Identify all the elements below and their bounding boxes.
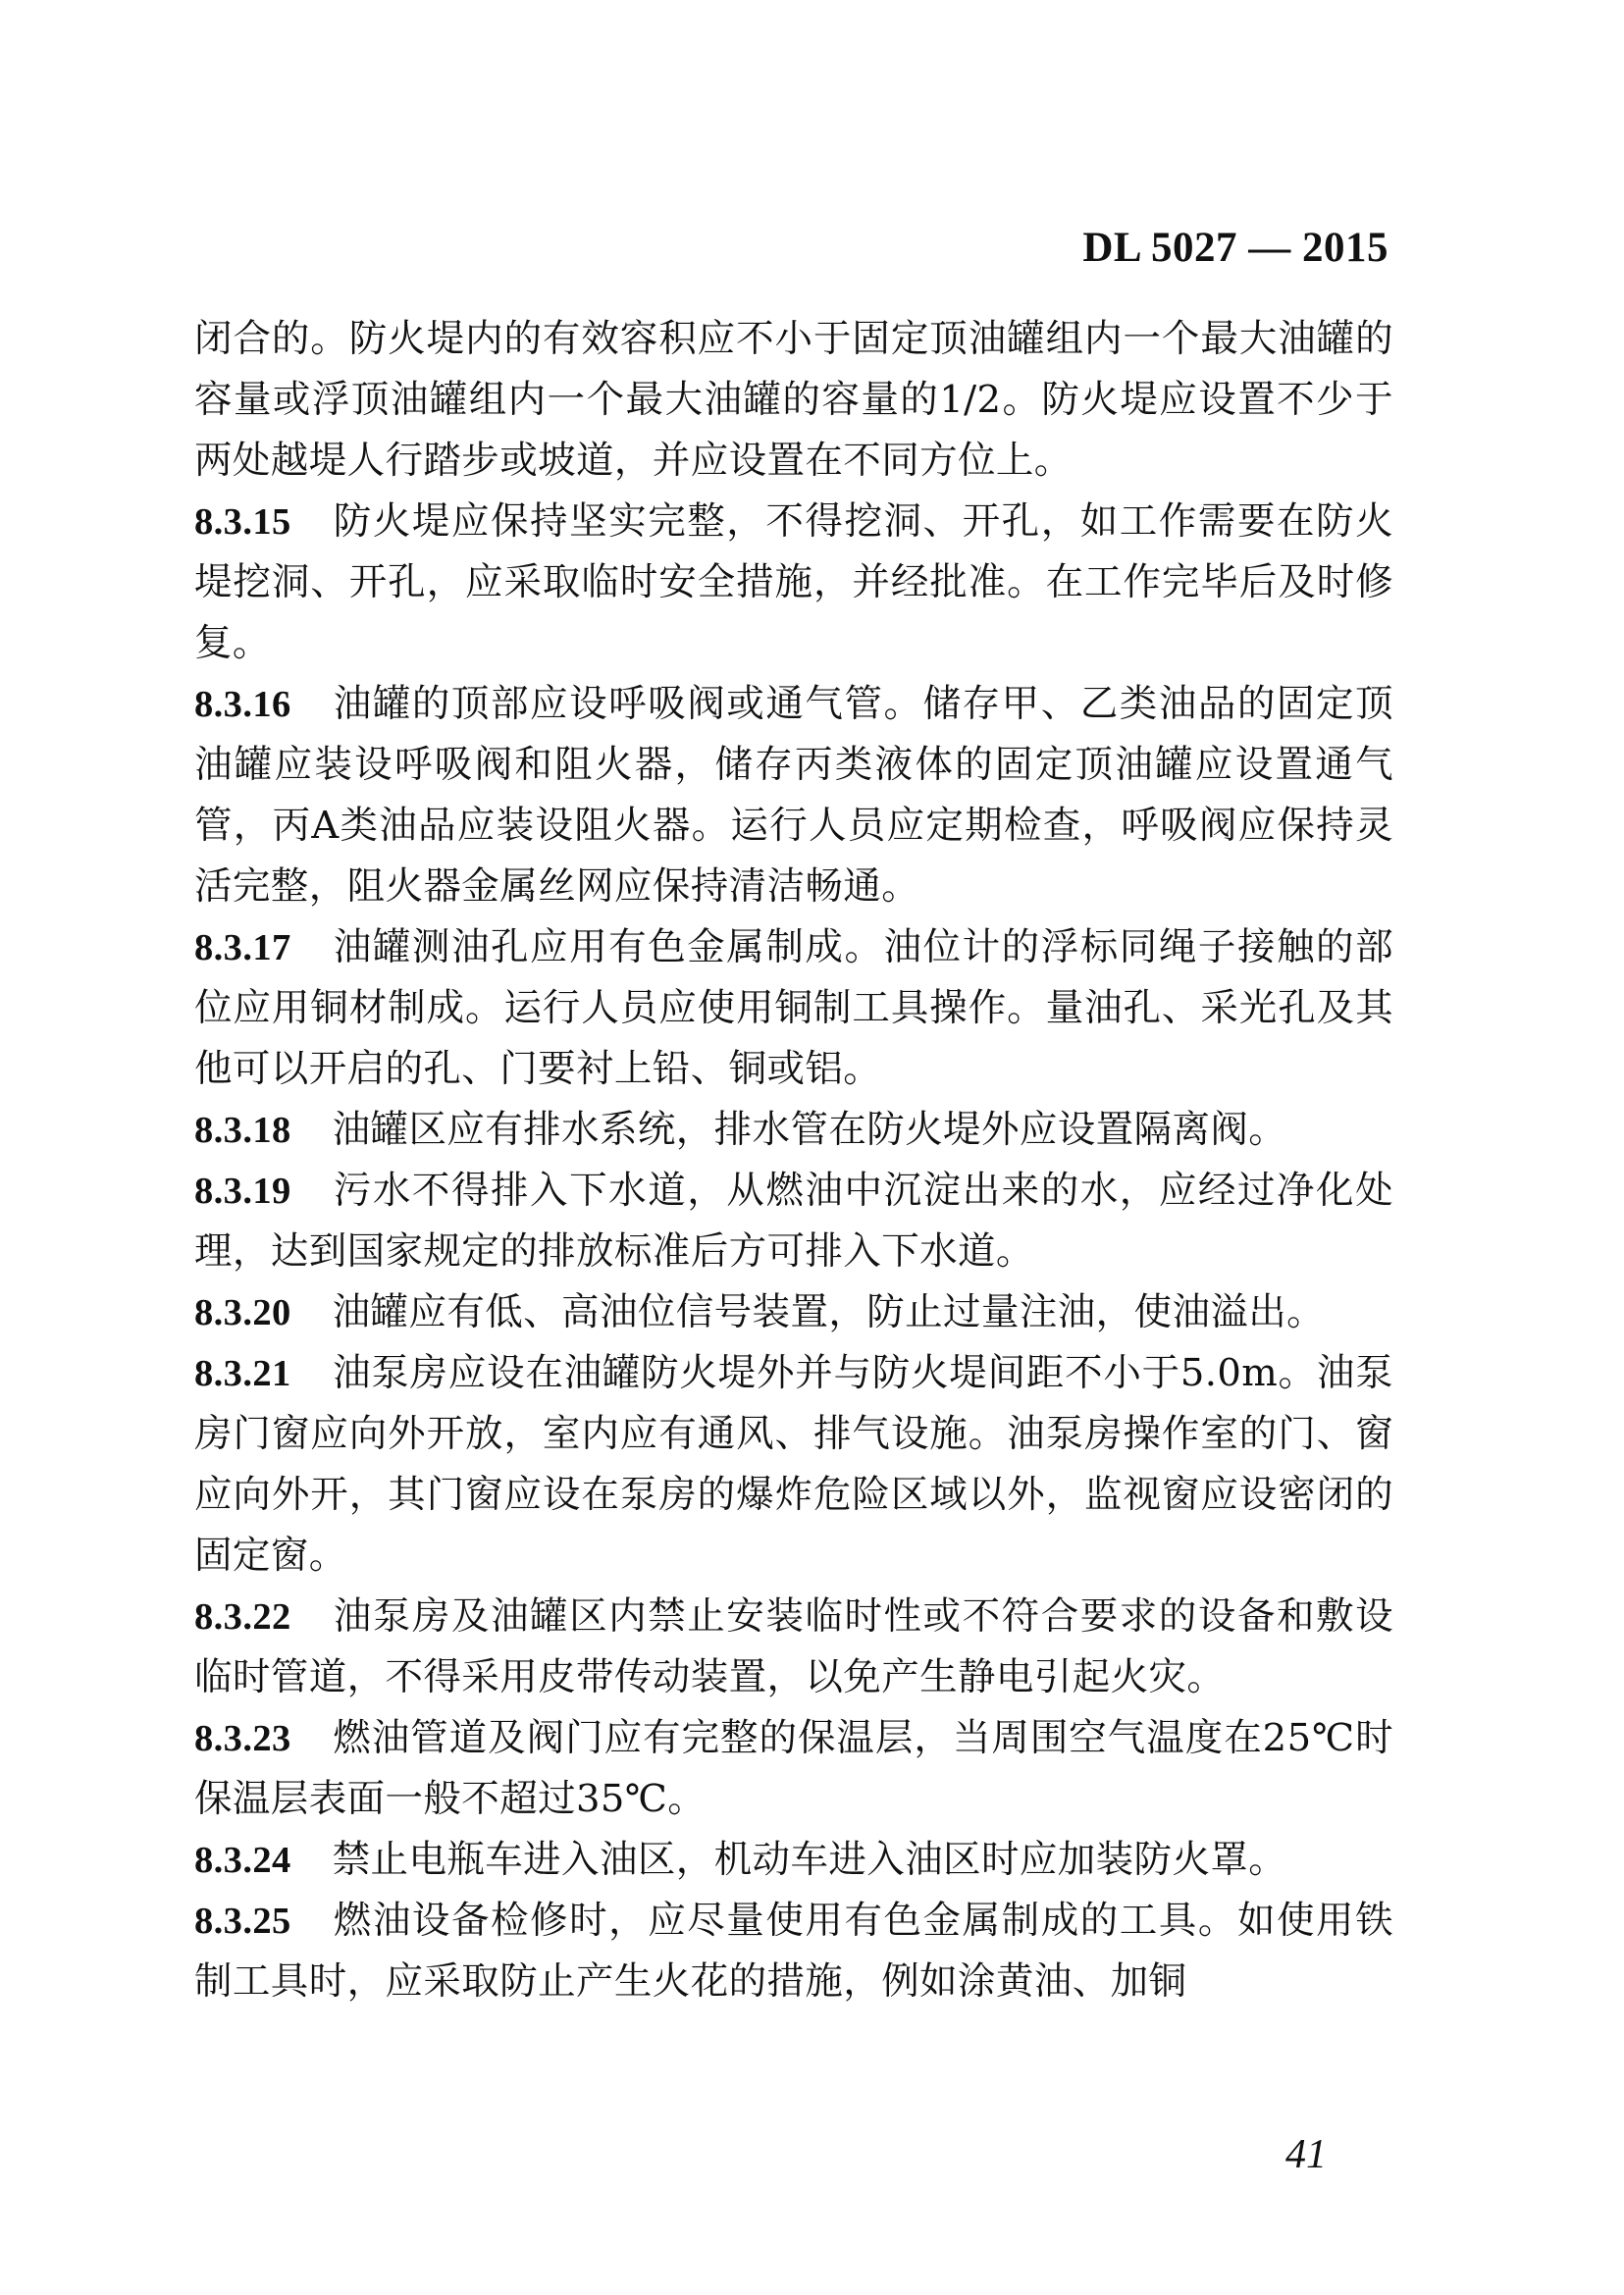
clause-8-3-15 xyxy=(194,492,1393,674)
clause-8-3-18 xyxy=(194,1100,1393,1161)
clause-8-3-16 xyxy=(194,674,1393,917)
clause-number: 8.3.23 xyxy=(194,1718,291,1759)
clause-text: 油罐测油孔应用有色金属制成。油位计的浮标同绳子接触的部位应用铜材制成。运行人员应使用铜制工具操作。量油孔、采光孔及其他可以开启的孔、门要衬上铅、铜或铝。 xyxy=(194,925,1393,1091)
clause-8-3-19 xyxy=(194,1161,1393,1282)
clause-text: 油泵房及油罐区内禁止安装临时性或不符合要求的设备和敷设临时管道，不得采用皮带传动装置，以免产生静电引起火灾。 xyxy=(194,1594,1393,1699)
clause-text: 污水不得排入下水道，从燃油中沉淀出来的水，应经过净化处理，达到国家规定的排放标准后方可排入下水道。 xyxy=(194,1169,1393,1274)
clause-text: 油罐的顶部应设呼吸阀或通气管。储存甲、乙类油品的固定顶油罐应装设呼吸阀和阻火器，储存丙类液体的固定顶油罐应设置通气管，丙A类油品应装设阻火器。运行人员应定期检查，呼吸阀应保持灵活完整，阻火器金属丝网应保持清洁畅通。 xyxy=(194,682,1393,909)
clause-number: 8.3.16 xyxy=(194,684,291,725)
document-body xyxy=(194,309,1393,2012)
clause-number: 8.3.15 xyxy=(194,501,291,543)
clause-8-3-20 xyxy=(194,1282,1393,1343)
clause-8-3-21 xyxy=(194,1343,1393,1587)
clause-8-3-17 xyxy=(194,917,1393,1100)
clause-8-3-25 xyxy=(194,1891,1393,2012)
document-code-header: DL 5027 — 2015 xyxy=(1082,225,1388,271)
clause-number: 8.3.20 xyxy=(194,1292,291,1333)
clause-number: 8.3.21 xyxy=(194,1353,291,1394)
clause-text: 禁止电瓶车进入油区，机动车进入油区时应加装防火罩。 xyxy=(332,1838,1287,1882)
clause-8-3-24 xyxy=(194,1830,1393,1891)
clause-text: 燃油设备检修时，应尽量使用有色金属制成的工具。如使用铁制工具时，应采取防止产生火花的措施，例如涂黄油、加铜 xyxy=(194,1899,1393,2004)
clause-8-3-23 xyxy=(194,1708,1393,1830)
paragraph-continuation xyxy=(194,309,1393,492)
clause-8-3-22 xyxy=(194,1587,1393,1708)
clause-text: 油泵房应设在油罐防火堤外并与防火堤间距不小于5.0m。油泵房门窗应向外开放，室内应有通风、排气设施。油泵房操作室的门、窗应向外开，其门窗应设在泵房的爆炸危险区域以外，监视窗应设密闭的固定窗。 xyxy=(194,1351,1393,1578)
clause-number: 8.3.18 xyxy=(194,1110,291,1151)
clause-text: 燃油管道及阀门应有完整的保温层，当周围空气温度在25℃时保温层表面一般不超过35℃。 xyxy=(194,1716,1393,1821)
clause-number: 8.3.19 xyxy=(194,1171,291,1212)
clause-text: 防火堤应保持坚实完整，不得挖洞、开孔，如工作需要在防火堤挖洞、开孔，应采取临时安全措施，并经批准。在工作完毕后及时修复。 xyxy=(194,499,1393,665)
paragraph-text: 闭合的。防火堤内的有效容积应不小于固定顶油罐组内一个最大油罐的容量或浮顶油罐组内一个最大油罐的容量的1/2。防火堤应设置不少于两处越堤人行踏步或坡道，并应设置在不同方位上。 xyxy=(194,317,1393,483)
clause-number: 8.3.25 xyxy=(194,1901,291,1942)
clause-text: 油罐应有低、高油位信号装置，防止过量注油，使油溢出。 xyxy=(332,1290,1326,1334)
clause-text: 油罐区应有排水系统，排水管在防火堤外应设置隔离阀。 xyxy=(332,1108,1287,1152)
page-number: 41 xyxy=(1285,2132,1327,2177)
clause-number: 8.3.24 xyxy=(194,1840,291,1881)
clause-number: 8.3.22 xyxy=(194,1596,291,1638)
clause-number: 8.3.17 xyxy=(194,927,291,968)
